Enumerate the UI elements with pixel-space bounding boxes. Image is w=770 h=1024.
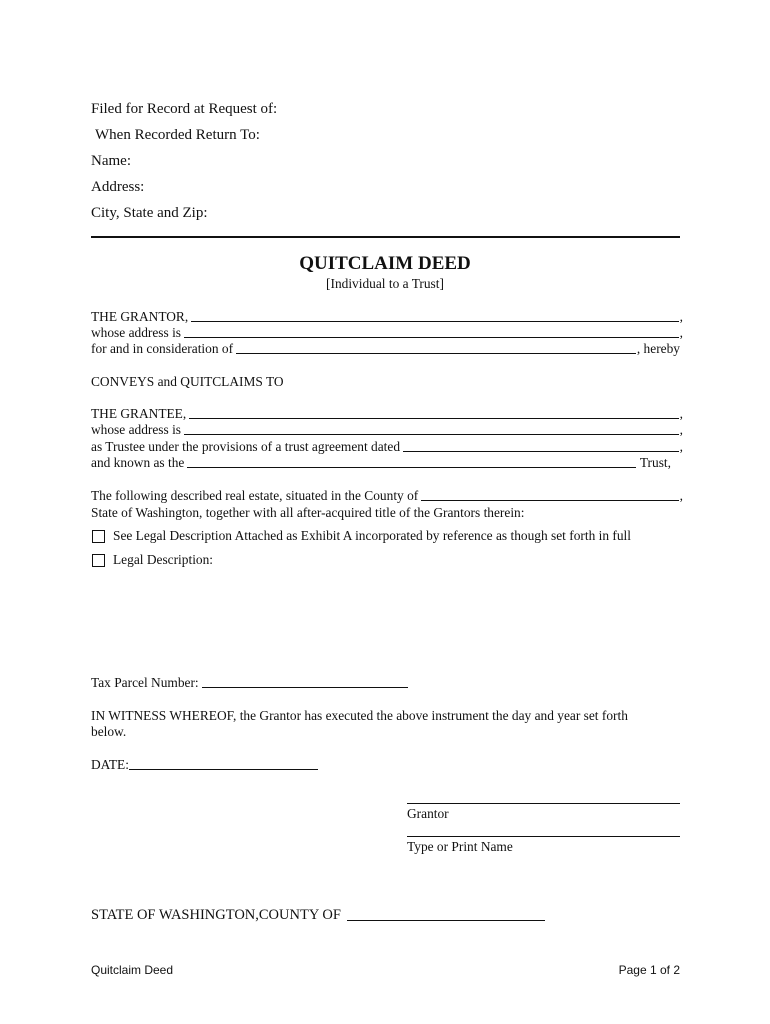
legal-description-label: Legal Description: xyxy=(113,552,214,567)
name-label: Name: xyxy=(91,153,131,169)
grantor-signature-label: Grantor xyxy=(407,806,449,821)
city-state-zip-label: City, State and Zip: xyxy=(91,205,208,221)
exhibit-a-label: See Legal Description Attached as Exhibit A incorporated by reference as though set forth in full xyxy=(113,528,631,543)
print-name-line[interactable] xyxy=(407,836,680,837)
footer-page-number: Page 1 of 2 xyxy=(618,963,680,977)
grantor-name-field[interactable] xyxy=(191,309,678,322)
known-as-label: and known as the xyxy=(91,455,185,470)
county-field[interactable] xyxy=(421,488,678,501)
tax-parcel-line xyxy=(91,675,409,691)
grantor-address-field[interactable] xyxy=(184,325,679,338)
grantee-label: THE GRANTEE, xyxy=(91,406,187,421)
real-estate-county-label: The following described real estate, situated in the County of xyxy=(91,488,419,503)
grantee-address-line: whose address is , xyxy=(91,422,683,437)
grantor-address-line: whose address is , xyxy=(91,325,683,340)
consideration-field[interactable] xyxy=(236,341,636,354)
date-field[interactable] xyxy=(129,757,318,770)
print-name-label: Type or Print Name xyxy=(407,839,513,854)
tax-parcel-label: Tax Parcel Number: xyxy=(91,675,199,690)
trust-suffix: Trust, xyxy=(639,455,671,470)
grantor-address-label: whose address is xyxy=(91,325,182,340)
trustee-label: as Trustee under the provisions of a trust agreement dated xyxy=(91,439,401,454)
address-label: Address: xyxy=(91,179,145,195)
grantee-address-label: whose address is xyxy=(91,422,182,437)
conveys-statement: CONVEYS and QUITCLAIMS TO xyxy=(91,374,284,389)
grantee-address-field[interactable] xyxy=(184,422,679,435)
grantee-line: THE GRANTEE, , xyxy=(91,406,683,421)
grantor-label: THE GRANTOR, xyxy=(91,309,189,324)
state-county-line xyxy=(91,906,546,924)
date-line xyxy=(91,757,319,773)
witness-text-line1: IN WITNESS WHEREOF, the Grantor has executed the above instrument the day and year set forth xyxy=(91,708,628,723)
when-recorded-label: When Recorded Return To: xyxy=(95,127,260,143)
exhibit-a-checkbox[interactable] xyxy=(92,530,105,543)
trust-name-line xyxy=(91,455,671,471)
tax-parcel-field[interactable] xyxy=(202,675,408,688)
footer-document-name: Quitclaim Deed xyxy=(91,963,174,977)
document-subtitle: [Individual to a Trust] xyxy=(326,276,444,291)
date-label: DATE: xyxy=(91,757,129,772)
county-line: The following described real estate, situated in the County of , xyxy=(91,488,683,503)
state-county-label: STATE OF WASHINGTON,COUNTY OF xyxy=(91,907,341,923)
trust-name-field[interactable] xyxy=(187,455,636,468)
real-estate-state-text: State of Washington, together with all after-acquired title of the Grantors therein: xyxy=(91,505,525,520)
county-of-field[interactable] xyxy=(347,908,545,921)
header-divider xyxy=(91,236,680,238)
witness-text-line2: below. xyxy=(91,724,127,739)
grantor-line: THE GRANTOR, , xyxy=(91,309,683,324)
trustee-line: as Trustee under the provisions of a trust agreement dated , xyxy=(91,439,683,454)
filed-for-record-label: Filed for Record at Request of: xyxy=(91,101,278,117)
trust-agreement-date-field[interactable] xyxy=(403,439,679,452)
legal-description-checkbox[interactable] xyxy=(92,554,105,567)
grantee-name-field[interactable] xyxy=(189,406,678,419)
grantor-signature-line[interactable] xyxy=(407,803,680,804)
consideration-label: for and in consideration of xyxy=(91,341,234,356)
document-title: QUITCLAIM DEED xyxy=(299,253,471,274)
consideration-line: for and in consideration of , hereby xyxy=(91,341,680,356)
